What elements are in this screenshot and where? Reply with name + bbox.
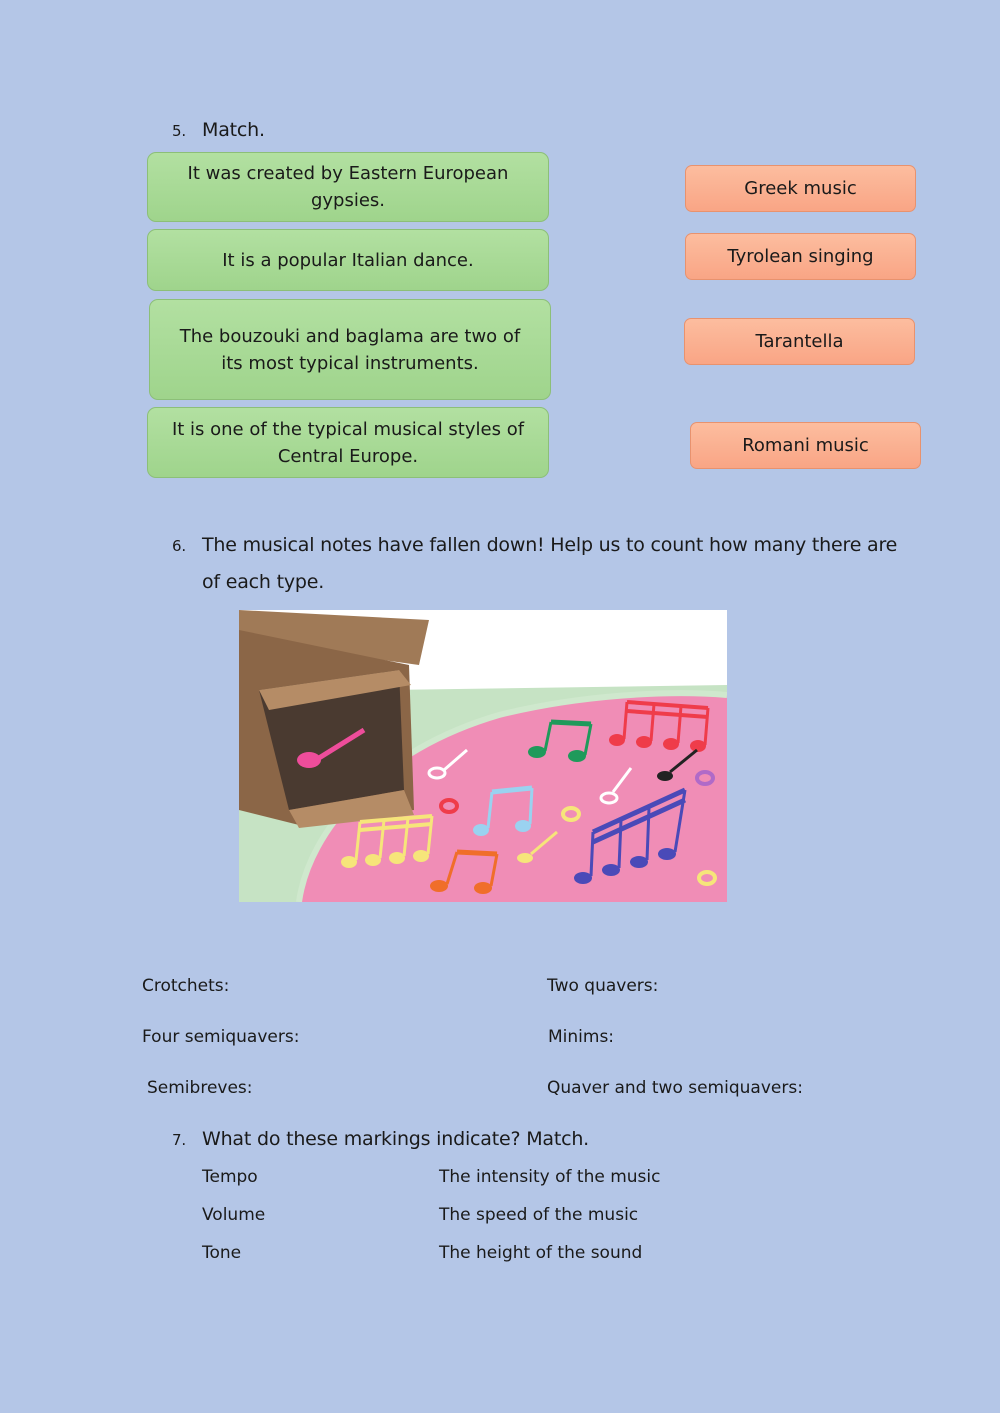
statement-box-3[interactable] — [149, 299, 551, 400]
term-tone[interactable]: Tone — [202, 1243, 242, 1263]
statement-box-1[interactable] — [147, 152, 549, 222]
q5-number: 5. — [172, 122, 186, 140]
q7-number: 7. — [172, 1131, 186, 1149]
term-tempo[interactable]: Tempo — [202, 1167, 258, 1187]
label-four-semiquavers: Four semiquavers: — [142, 1027, 300, 1047]
q5-title: Match. — [202, 119, 265, 141]
fallen-notes-illustration — [239, 610, 727, 902]
label-semibreves: Semibreves: — [147, 1078, 253, 1098]
statement-text-3: The bouzouki and baglama are two of its most typical instruments. — [179, 325, 521, 374]
option-box-3[interactable] — [684, 318, 915, 365]
option-box-4[interactable] — [690, 422, 921, 469]
statement-text-1: It was created by Eastern European gypsies. — [187, 163, 509, 211]
q6-number: 6. — [172, 537, 186, 555]
statement-text-2: It is a popular Italian dance. — [222, 249, 474, 271]
statement-box-4[interactable] — [147, 407, 549, 478]
option-text-4: Romani music — [742, 435, 869, 456]
label-quaver-two-semiquavers: Quaver and two semiquavers: — [547, 1078, 803, 1098]
option-box-2[interactable] — [685, 233, 916, 280]
q7-heading — [172, 1128, 589, 1150]
option-text-1: Greek music — [744, 178, 857, 199]
term-volume[interactable]: Volume — [202, 1205, 266, 1225]
option-box-1[interactable] — [685, 165, 916, 212]
q5-heading — [172, 119, 265, 141]
q6-heading — [172, 534, 897, 556]
q6-line1: The musical notes have fallen down! Help us to count how many there are — [202, 534, 898, 556]
option-text-2: Tyrolean singing — [727, 246, 874, 267]
yellow-crotchet — [517, 853, 533, 863]
pink-note — [297, 752, 321, 768]
label-minims: Minims: — [548, 1027, 615, 1047]
q6-line2: of each type. — [202, 571, 325, 593]
statement-box-2[interactable] — [147, 229, 549, 291]
label-two-quavers: Two quavers: — [547, 976, 659, 996]
meaning-speed[interactable]: The speed of the music — [439, 1205, 639, 1225]
label-crotchets: Crotchets: — [142, 976, 230, 996]
option-text-3: Tarantella — [755, 331, 844, 352]
meaning-height[interactable]: The height of the sound — [439, 1243, 643, 1263]
statement-text-4: It is one of the typical musical styles of Central Europe. — [171, 418, 525, 467]
q7-title: What do these markings indicate? Match. — [202, 1128, 590, 1150]
meaning-intensity[interactable]: The intensity of the music — [439, 1167, 661, 1187]
